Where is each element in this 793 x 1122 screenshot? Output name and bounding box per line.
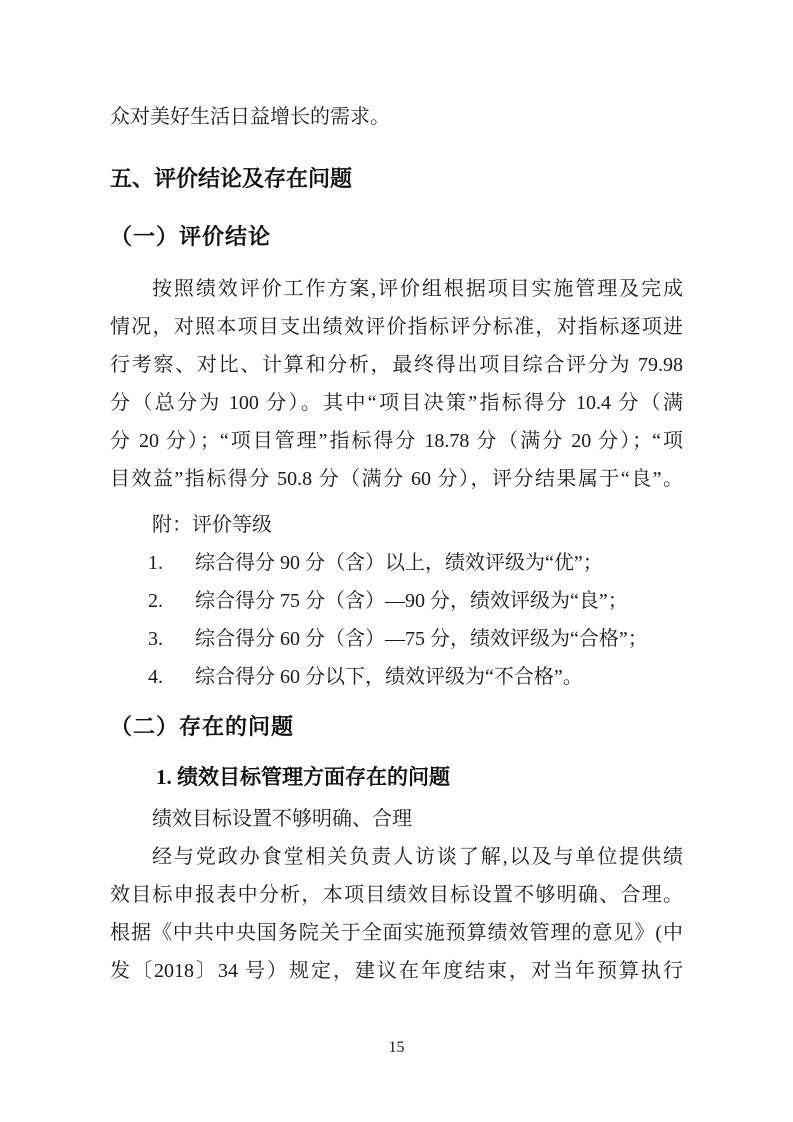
grade-item-number: 2. <box>148 590 163 612</box>
grade-item-number: 3. <box>148 628 163 650</box>
paragraph-line: 众对美好生活日益增长的需求。 <box>110 106 390 128</box>
grade-item-number: 4. <box>148 666 163 688</box>
paragraph-line: 分（总分为 100 分）。其中“项目决策”指标得分 10.4 分（满 <box>110 392 683 414</box>
problems-sub-heading: 1. 绩效目标管理方面存在的问题 <box>156 765 450 789</box>
grade-list-item <box>110 658 683 696</box>
paragraph-line: 经与党政办食堂相关负责人访谈了解,以及与单位提供绩 <box>152 846 683 868</box>
issue-title: 绩效目标设置不够明确、合理 <box>152 808 412 830</box>
grade-item-text: 综合得分 75 分（含）—90 分，绩效评级为“良”； <box>195 590 628 612</box>
paragraph-line: 行考察、对比、计算和分析，最终得出项目综合评分为 79.98 <box>110 354 683 376</box>
grade-item-number: 1. <box>148 552 163 574</box>
grade-list-item <box>110 620 683 658</box>
paragraph-line: 按照绩效评价工作方案,评价组根据项目实施管理及完成 <box>152 278 683 300</box>
grade-scale-label: 附：评价等级 <box>152 514 272 536</box>
paragraph-line: 目效益”指标得分 50.8 分（满分 60 分），评分结果属于“良”。 <box>110 468 683 490</box>
subsection-heading-conclusion: （一）评价结论 <box>110 224 272 249</box>
grade-item-text: 综合得分 90 分（含）以上，绩效评级为“优”； <box>195 552 603 574</box>
grade-list-item <box>110 582 683 620</box>
paragraph-line: 情况，对照本项目支出绩效评价指标评分标准，对指标逐项进 <box>110 316 683 338</box>
grade-item-text: 综合得分 60 分（含）—75 分，绩效评级为“合格”； <box>195 628 648 650</box>
paragraph-line: 根据《中共中央国务院关于全面实施预算绩效管理的意见》(中 <box>110 922 683 944</box>
grade-scale-list <box>110 544 683 696</box>
page-number: 15 <box>388 1039 405 1056</box>
grade-item-text: 综合得分 60 分以下，绩效评级为“不合格”。 <box>195 666 583 688</box>
subsection-heading-problems: （二）存在的问题 <box>110 714 295 739</box>
paragraph-line: 发〔2018〕34 号）规定，建议在年度结束，对当年预算执行 <box>110 960 683 982</box>
conclusion-paragraph <box>110 270 683 498</box>
paragraph-line: 效目标申报表中分析，本项目绩效目标设置不够明确、合理。 <box>110 884 683 906</box>
paragraph-line: 分 20 分）；“项目管理”指标得分 18.78 分（满分 20 分）；“项 <box>110 430 683 452</box>
grade-list-item <box>110 544 683 582</box>
problems-paragraph <box>110 838 683 990</box>
section-heading-main: 五、评价结论及存在问题 <box>110 166 353 191</box>
page-content <box>110 98 683 990</box>
